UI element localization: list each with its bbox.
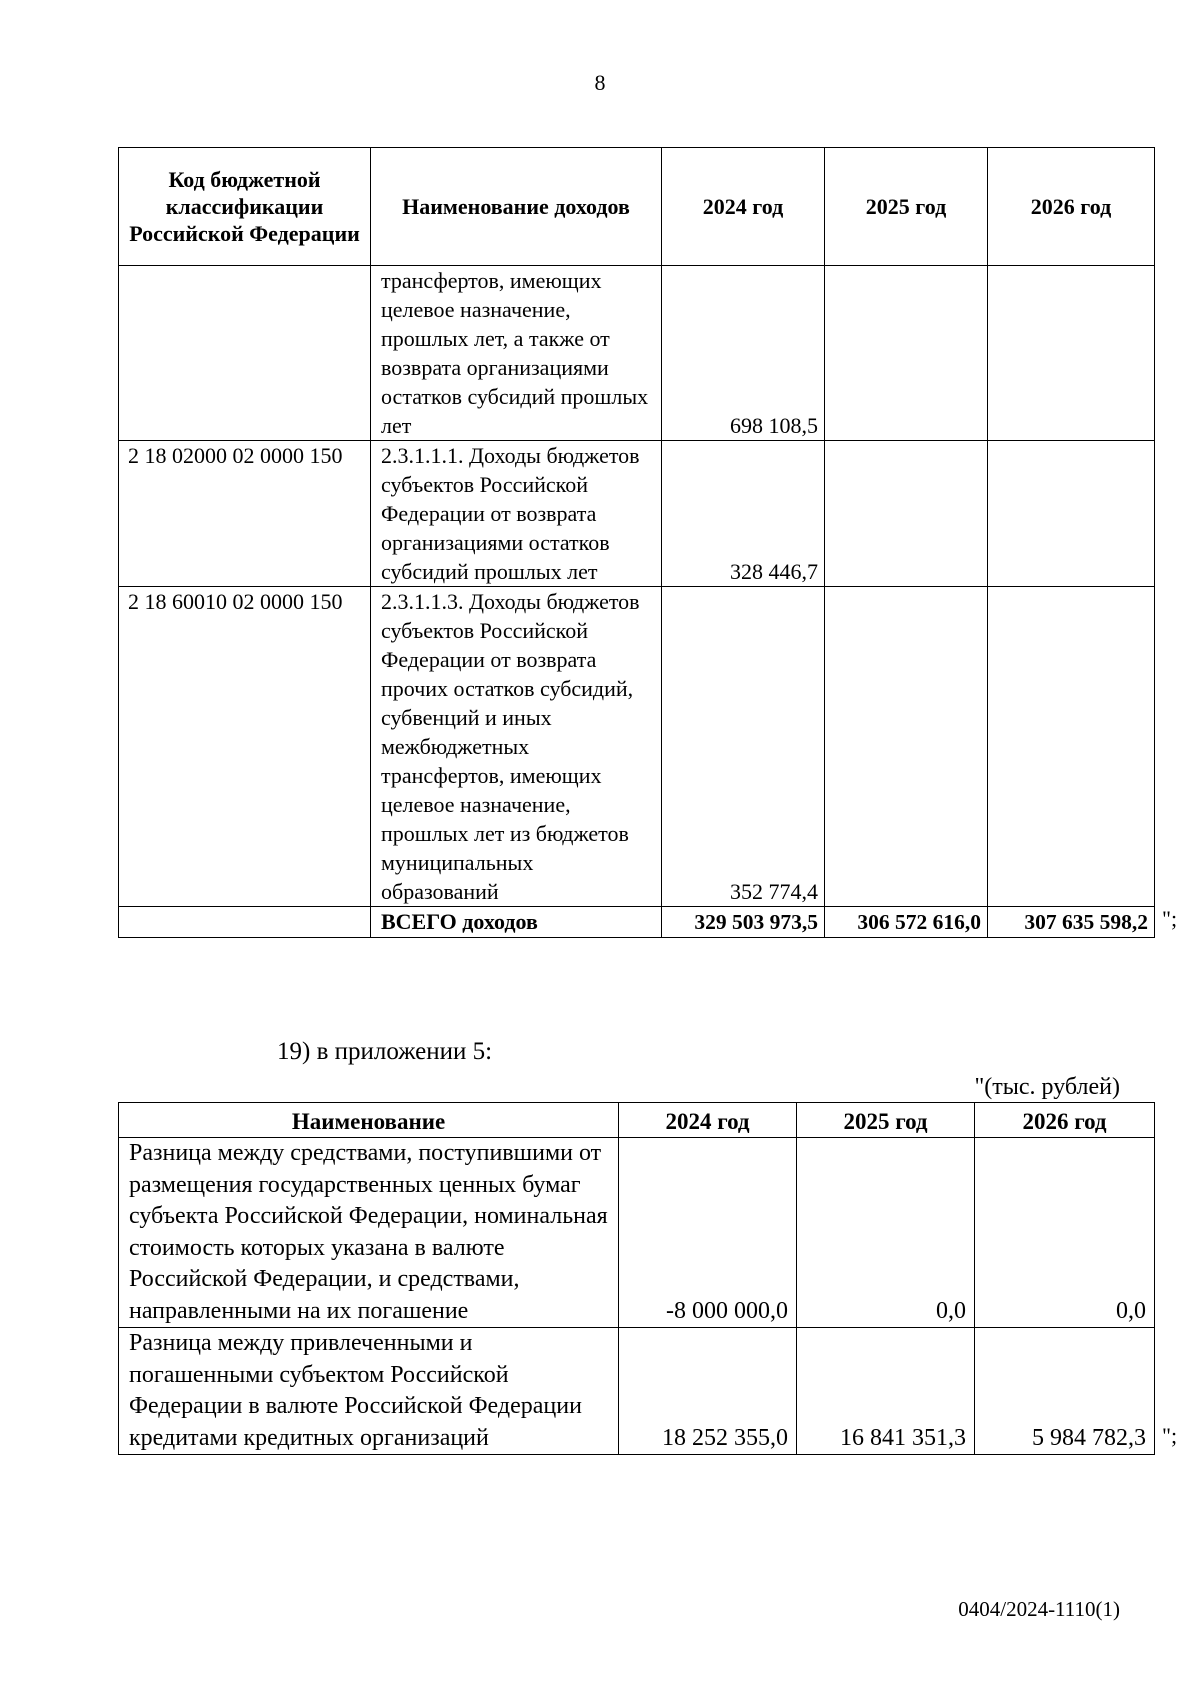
row-2025: 16 841 351,3 [797,1328,975,1455]
row-2024: 698 108,5 [662,266,825,441]
header-name: Наименование доходов [371,148,662,266]
table-row [119,1138,1155,1328]
row-2026: 0,0 [975,1138,1155,1328]
item-heading: 19) в приложении 5: [277,1038,493,1065]
row-2025: 0,0 [797,1138,975,1328]
page-number: 8 [594,70,606,95]
row-2026 [988,587,1155,907]
header-2024: 2024 год [662,148,825,266]
total-2024: 329 503 973,5 [662,907,825,938]
row-2025 [825,587,988,907]
unit-note: "(тыс. рублей) [974,1074,1120,1100]
row-code [119,266,371,441]
row-2026 [988,441,1155,587]
income-table-header-row [119,148,1155,266]
row-name: 2.3.1.1.3. Доходы бюджетов субъектов Российской Федерации от возврата прочих остатков субсидий, субвенций и иных межбюджетных трансфертов, имеющих целевое назначение, прошлых лет из бюджетов муниципальных образований [371,587,662,907]
total-2026: 307 635 598,2 [988,907,1155,938]
header-code: Код бюджетной классификации Российской Федерации [119,148,371,266]
row-name: Разница между привлеченными и погашенными субъектом Российской Федерации в валюте Российской Федерации кредитами кредитных организаций [119,1328,619,1455]
header-2026: 2026 год [988,148,1155,266]
document-code: 0404/2024-1110(1) [958,1597,1120,1621]
row-2026: 5 984 782,3 [975,1328,1155,1455]
total-row [119,907,1155,938]
total-code [119,907,371,938]
row-2024: 352 774,4 [662,587,825,907]
table-row [119,266,1155,441]
row-2024: 328 446,7 [662,441,825,587]
sources-table-header-row [119,1103,1155,1138]
header-2025: 2025 год [825,148,988,266]
row-code: 2 18 02000 02 0000 150 [119,441,371,587]
row-name: 2.3.1.1.1. Доходы бюджетов субъектов Российской Федерации от возврата организациями остатков субсидий прошлых лет [371,441,662,587]
row-code: 2 18 60010 02 0000 150 [119,587,371,907]
header-2025: 2025 год [797,1103,975,1138]
row-name: трансфертов, имеющих целевое назначение, прошлых лет, а также от возврата организациями остатков субсидий прошлых лет [371,266,662,441]
row-2025 [825,441,988,587]
table-row [119,587,1155,907]
header-name: Наименование [119,1103,619,1138]
income-table [118,147,1155,938]
row-2024: -8 000 000,0 [619,1138,797,1328]
header-2026: 2026 год [975,1103,1155,1138]
total-2025: 306 572 616,0 [825,907,988,938]
row-2025 [825,266,988,441]
row-2026 [988,266,1155,441]
table-row [119,441,1155,587]
closing-quote-mark: "; [1162,1422,1178,1448]
table-row [119,1328,1155,1455]
sources-table [118,1102,1155,1455]
row-name: Разница между средствами, поступившими от размещения государственных ценных бумаг субъекта Российской Федерации, номинальная стоимость которых указана в валюте Российской Федерации, и средствами, направленными на их погашение [119,1138,619,1328]
total-label: ВСЕГО доходов [371,907,662,938]
closing-quote-mark: "; [1162,905,1178,931]
row-2024: 18 252 355,0 [619,1328,797,1455]
header-2024: 2024 год [619,1103,797,1138]
